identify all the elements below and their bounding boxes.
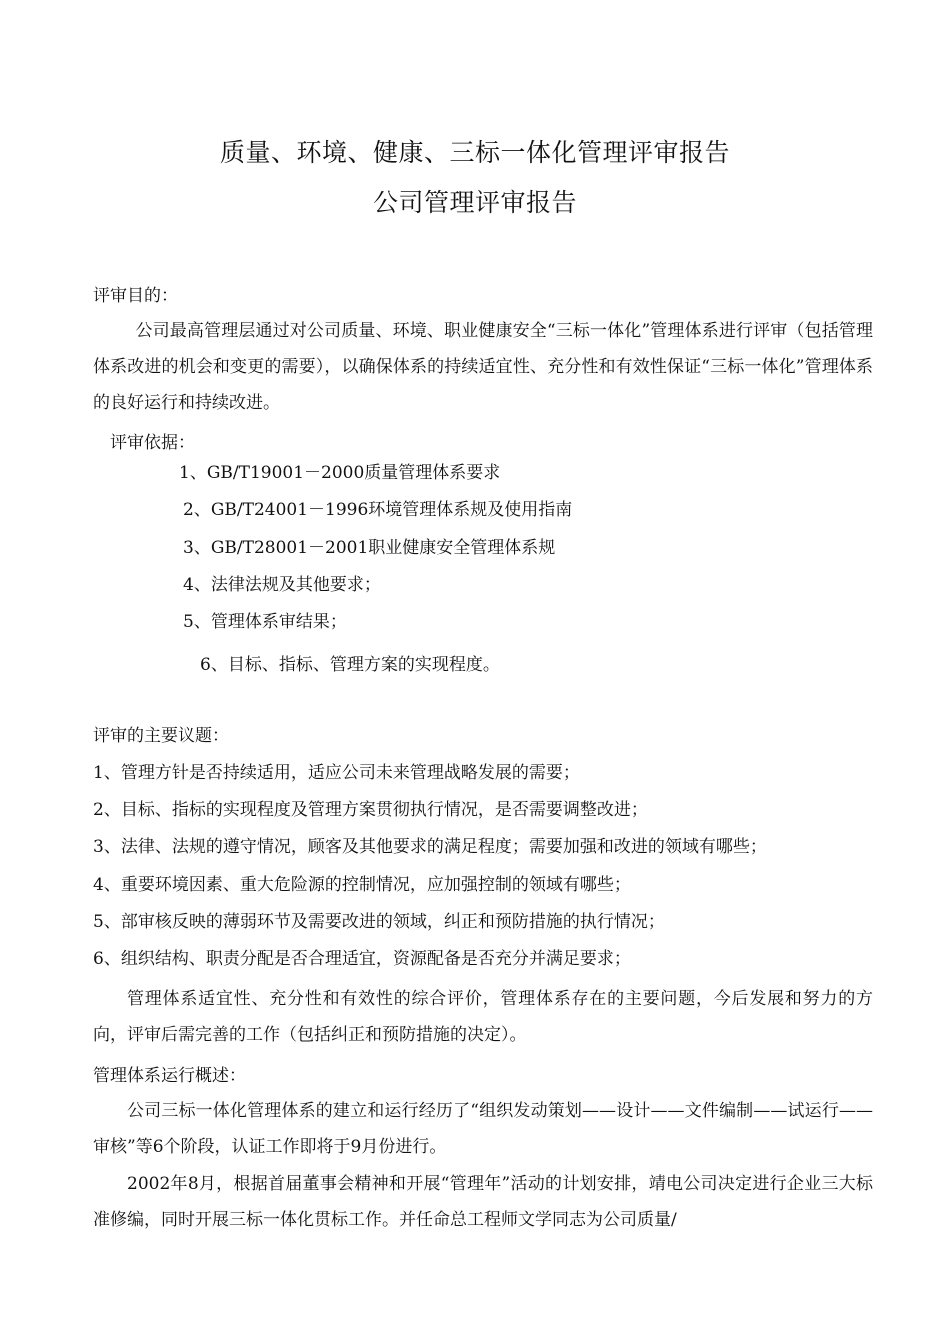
topic-item: 1、管理方针是否持续适用，适应公司未来管理战略发展的需要； (93, 763, 580, 783)
overview-paragraph-2: 2002年8月，根据首届董事会精神和开展“管理年”活动的计划安排，靖电公司决定进行企业三大标准修编，同时开展三标一体化贯标工作。并任命总工程师文学同志为公司质量/ (93, 1174, 873, 1230)
topic-item: 2、目标、指标的实现程度及管理方案贯彻执行情况，是否需要调整改进； (93, 800, 648, 820)
document-title: 质量、环境、健康、三标一体化管理评审报告 (219, 138, 730, 167)
basis-item: 1、GB/T19001－2000质量管理体系要求 (179, 463, 501, 483)
topic-item: 5、部审核反映的薄弱环节及需要改进的领域，纠正和预防措施的执行情况； (93, 912, 665, 932)
overview-paragraph-1: 公司三标一体化管理体系的建立和运行经历了“组织发动策划——设计——文件编制——试运行——审核”等6个阶段，认证工作即将于9月份进行。 (93, 1101, 873, 1157)
topic-item: 6、组织结构、职责分配是否合理适宜，资源配备是否充分并满足要求； (93, 949, 631, 969)
evaluation-paragraph: 管理体系适宜性、充分性和有效性的综合评价，管理体系存在的主要问题，今后发展和努力的方向，评审后需完善的工作（包括纠正和预防措施的决定）。 (93, 989, 873, 1045)
basis-item: 6、目标、指标、管理方案的实现程度。 (200, 655, 500, 675)
purpose-heading: 评审目的： (93, 286, 178, 306)
basis-item: 4、法律法规及其他要求； (183, 575, 381, 595)
basis-item: 3、GB/T28001－2001职业健康安全管理体系规 (183, 538, 556, 558)
topic-item: 4、重要环境因素、重大危险源的控制情况，应加强控制的领域有哪些； (93, 875, 631, 895)
overview-heading: 管理体系运行概述： (93, 1066, 246, 1086)
document-subtitle: 公司管理评审报告 (372, 188, 577, 217)
topics-heading: 评审的主要议题： (93, 726, 229, 746)
basis-item: 5、管理体系审结果； (183, 612, 347, 632)
basis-item: 2、GB/T24001－1996环境管理体系规及使用指南 (183, 500, 573, 520)
basis-heading: 评审依据： (110, 433, 195, 453)
topic-item: 3、法律、法规的遵守情况，顾客及其他要求的满足程度；需要加强和改进的领域有哪些； (93, 837, 767, 857)
purpose-paragraph: 公司最高管理层通过对公司质量、环境、职业健康安全“三标一体化”管理体系进行评审（包括管理体系改进的机会和变更的需要），以确保体系的持续适宜性、充分性和有效性保证“三标一体化”管理体系的良好运行和持续改进。 (93, 321, 873, 413)
